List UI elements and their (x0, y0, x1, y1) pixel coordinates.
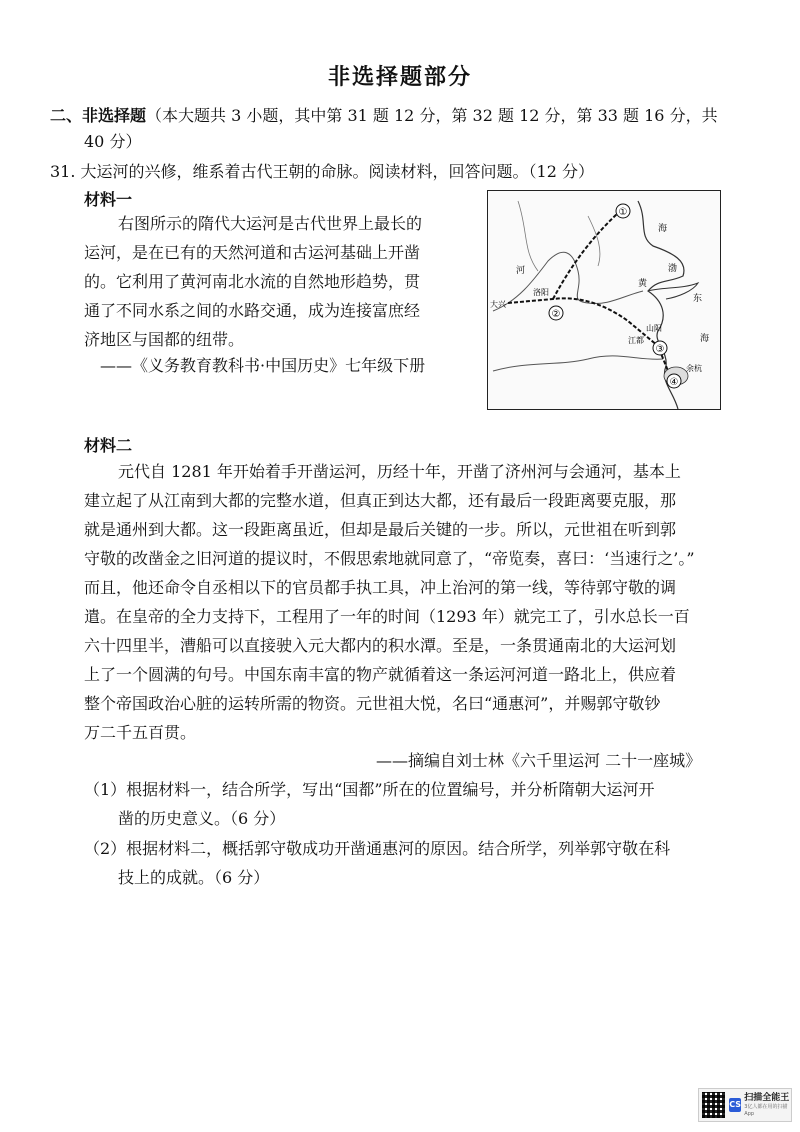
material2-line: 六十四里半，漕船可以直接驶入元大都内的积水潭。至是，一条贯通南北的大运河划 (84, 636, 677, 655)
canal-north (553, 213, 618, 299)
section-desc-line1: （本大题共 3 小题，其中第 31 题 12 分，第 32 题 12 分，第 33 题 16 分，共 (146, 106, 718, 125)
river (588, 216, 600, 266)
material2-heading: 材料二 (84, 436, 133, 455)
subquestion-2-line1: （2）根据材料二，概括郭守敬成功开凿通惠河的原因。结合所学，列举郭守敬在科 (84, 839, 671, 858)
scanner-name: 扫描全能王 (744, 1092, 790, 1103)
marker-1-label: ① (618, 207, 628, 218)
subquestion-1-line1: （1）根据材料一，结合所学，写出“国都”所在的位置编号，并分析隋朝大运河开 (84, 780, 655, 799)
map-label: 大兴 (490, 300, 506, 309)
map-label: 海 (658, 224, 668, 234)
qr-code-icon (702, 1092, 725, 1118)
material2-line: 守敬的改凿金之旧河道的提议时，不假思索地就同意了，“帝览奏，喜曰：‘当速行之’。” (84, 549, 695, 568)
cs-logo-icon: CS (729, 1098, 741, 1112)
yangtze-river (493, 356, 663, 371)
material1-line: 的。它利用了黄河南北水流的自然地形趋势，贯 (84, 272, 421, 291)
grand-canal-map (487, 190, 721, 410)
canal-route (508, 298, 673, 386)
marker-4-label: ④ (669, 377, 679, 388)
question-stem (50, 162, 594, 182)
marker-2-label: ② (551, 309, 561, 320)
material2-line: 建立起了从江南到大都的完整水道，但真正到达大都，还有最后一段距离要克服，那 (84, 491, 677, 510)
map-label: 东 (693, 294, 703, 304)
map-label: 山阳 (646, 324, 662, 333)
material1-line: 右图所示的隋代大运河是古代世界上最长的 (118, 214, 423, 233)
map-label: 海 (700, 334, 710, 344)
section-title: 非选择题 (82, 106, 147, 125)
page-title: 非选择题部分 (327, 65, 472, 90)
material1-line: 运河，是在已有的天然河道和古运河基础上开凿 (84, 243, 421, 262)
material2-line: 遣。在皇帝的全力支持下，工程用了一年的时间（1293 年）就完工了，引水总长一百 (84, 607, 690, 626)
section-heading (50, 106, 718, 126)
scanner-tagline: 3亿人都在用的扫描App (744, 1103, 788, 1117)
scanner-text (744, 1093, 791, 1118)
material1-heading: 材料一 (84, 190, 133, 209)
material2-line: 而且，他还命令自丞相以下的官员都手执工具，冲上治河的第一线，等待郭守敬的调 (84, 578, 677, 597)
material1-line: 济地区与国都的纽带。 (84, 330, 245, 349)
subquestion-2-line2: 技上的成就。（6 分） (118, 868, 270, 887)
section-number: 二、 (50, 106, 83, 125)
material2-line: 就是通州到大都。这一段距离虽近，但却是最后关键的一步。所以，元世祖在听到郭 (84, 520, 677, 539)
material2-line: 上了一个圆满的句号。中国东南丰富的物产就循着这一条运河河道一路北上，供应着 (84, 665, 677, 684)
question-text: 大运河的兴修，维系着古代王朝的命脉。阅读材料，回答问题。（12 分） (80, 162, 594, 181)
map-label: 余杭 (686, 364, 702, 373)
section-desc-line2: 40 分） (84, 132, 142, 151)
material1-line: 通了不同水系之间的水路交通，成为连接富庶经 (84, 301, 421, 320)
map-label: 黄 (638, 279, 648, 289)
question-number: 31. (50, 162, 76, 181)
map-label: 河 (516, 266, 526, 276)
map-label: 渤 (668, 264, 678, 274)
subquestion-1-line2: 凿的历史意义。（6 分） (118, 809, 286, 828)
river (518, 201, 538, 271)
scanner-watermark (698, 1088, 792, 1122)
material2-line: 整个帝国政治心脏的运转所需的物资。元世祖大悦，名曰“通惠河”，并赐郭守敬钞 (84, 694, 661, 713)
map-label: 洛阳 (533, 288, 549, 297)
material2-line: 元代自 1281 年开始着手开凿运河，历经十年，开凿了济州河与会通河，基本上 (118, 462, 681, 481)
material1-source: ——《义务教育教科书·中国历史》七年级下册 (100, 356, 426, 375)
map-label: 江都 (628, 336, 644, 345)
material2-source: ——摘编自刘士林《六千里运河 二十一座城》 (376, 751, 702, 770)
map-drawing (488, 191, 720, 409)
material2-line: 万二千五百贯。 (84, 723, 197, 742)
marker-3-label: ③ (655, 344, 665, 355)
